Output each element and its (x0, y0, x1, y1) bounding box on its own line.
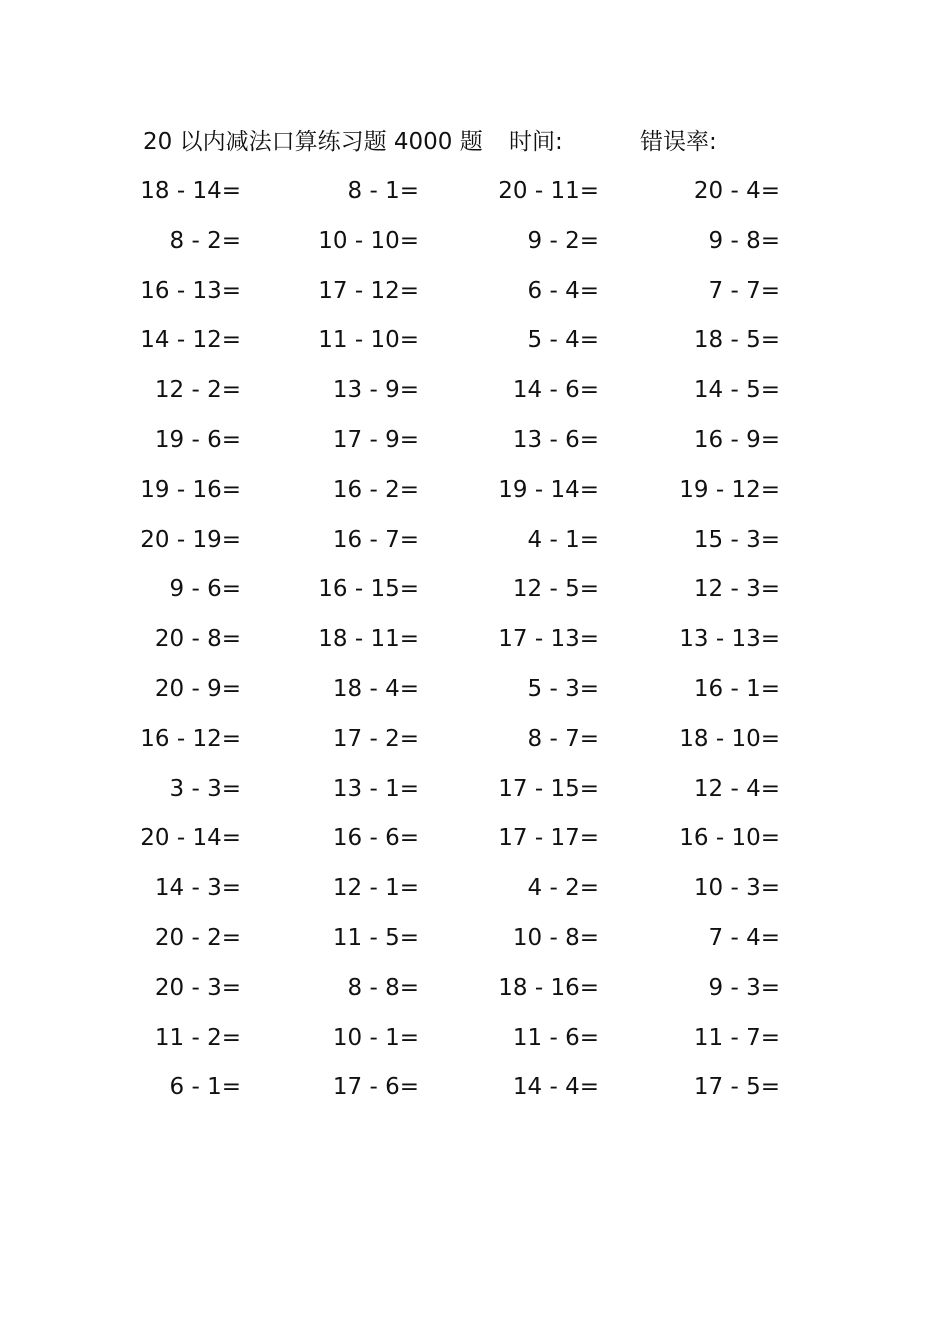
problem-row (140, 672, 800, 722)
subtraction-problem: 13 - 6= (512, 426, 599, 453)
subtraction-problem: 16 - 1= (693, 675, 780, 702)
subtraction-problem: 18 - 16= (498, 974, 599, 1001)
problem-row (140, 473, 800, 523)
problem-row (140, 174, 800, 224)
subtraction-problem: 9 - 8= (708, 227, 780, 254)
subtraction-problem: 20 - 19= (140, 526, 241, 553)
subtraction-problem: 8 - 8= (347, 974, 419, 1001)
subtraction-problem: 18 - 4= (332, 675, 419, 702)
problem-row (140, 1070, 800, 1120)
time-label: 时间: (509, 129, 563, 155)
subtraction-problem: 18 - 14= (140, 178, 241, 204)
subtraction-problem: 20 - 14= (140, 825, 241, 852)
subtraction-problem: 10 - 3= (693, 875, 780, 902)
subtraction-problem: 16 - 7= (332, 526, 419, 553)
subtraction-problem: 4 - 2= (527, 875, 599, 902)
subtraction-problem: 11 - 2= (154, 1024, 241, 1051)
subtraction-problem: 12 - 4= (693, 775, 780, 802)
subtraction-problem: 12 - 1= (332, 875, 419, 902)
subtraction-problem: 19 - 14= (498, 476, 599, 503)
problem-row (140, 921, 800, 971)
subtraction-problem: 8 - 2= (169, 227, 241, 254)
subtraction-problem: 16 - 2= (332, 476, 419, 503)
subtraction-problem: 18 - 10= (679, 725, 780, 752)
subtraction-problem: 6 - 4= (527, 277, 599, 304)
error-rate-label: 错误率: (640, 129, 717, 155)
subtraction-problem: 19 - 12= (679, 476, 780, 503)
subtraction-problem: 16 - 6= (332, 825, 419, 852)
subtraction-problem: 12 - 5= (512, 576, 599, 603)
problem-row (140, 1021, 800, 1071)
subtraction-problem: 11 - 6= (512, 1024, 599, 1051)
worksheet-title: 20 以内减法口算练习题 4000 题 (143, 129, 483, 155)
subtraction-problem: 7 - 7= (708, 277, 780, 304)
subtraction-problem: 17 - 9= (332, 426, 419, 453)
worksheet-header (143, 125, 843, 159)
subtraction-problem: 5 - 3= (527, 675, 599, 702)
subtraction-problem: 16 - 13= (140, 277, 241, 304)
subtraction-problem: 16 - 15= (318, 576, 419, 603)
subtraction-problem: 17 - 13= (498, 626, 599, 653)
subtraction-problem: 5 - 4= (527, 327, 599, 354)
subtraction-problem: 8 - 7= (527, 725, 599, 752)
subtraction-problem: 14 - 4= (512, 1074, 599, 1101)
subtraction-problem: 16 - 12= (140, 725, 241, 752)
subtraction-problem: 14 - 3= (154, 875, 241, 902)
subtraction-problem: 15 - 3= (693, 526, 780, 553)
subtraction-problem: 20 - 11= (498, 178, 599, 204)
subtraction-problem: 19 - 16= (140, 476, 241, 503)
subtraction-problem: 17 - 6= (332, 1074, 419, 1101)
subtraction-problem: 17 - 2= (332, 725, 419, 752)
subtraction-problem: 19 - 6= (154, 426, 241, 453)
subtraction-problem: 11 - 10= (318, 327, 419, 354)
problem-row (140, 224, 800, 274)
subtraction-problem: 3 - 3= (169, 775, 241, 802)
subtraction-problem: 18 - 5= (693, 327, 780, 354)
subtraction-problem: 16 - 9= (693, 426, 780, 453)
subtraction-problem: 17 - 12= (318, 277, 419, 304)
problem-row (140, 871, 800, 921)
subtraction-problem: 20 - 8= (154, 626, 241, 653)
subtraction-problem: 13 - 1= (332, 775, 419, 802)
subtraction-problem: 14 - 6= (512, 377, 599, 404)
problem-grid (140, 174, 800, 1120)
subtraction-problem: 13 - 9= (332, 377, 419, 404)
subtraction-problem: 9 - 3= (708, 974, 780, 1001)
subtraction-problem: 4 - 1= (527, 526, 599, 553)
subtraction-problem: 20 - 3= (154, 974, 241, 1001)
problem-row (140, 323, 800, 373)
subtraction-problem: 12 - 2= (154, 377, 241, 404)
subtraction-problem: 20 - 9= (154, 675, 241, 702)
subtraction-problem: 6 - 1= (169, 1074, 241, 1101)
problem-row (140, 971, 800, 1021)
problem-row (140, 772, 800, 822)
problem-row (140, 523, 800, 573)
subtraction-problem: 17 - 5= (693, 1074, 780, 1101)
problem-row (140, 274, 800, 324)
subtraction-problem: 20 - 4= (693, 178, 780, 204)
problem-row (140, 572, 800, 622)
subtraction-problem: 9 - 2= (527, 227, 599, 254)
subtraction-problem: 8 - 1= (347, 178, 419, 204)
subtraction-problem: 14 - 5= (693, 377, 780, 404)
subtraction-problem: 14 - 12= (140, 327, 241, 354)
subtraction-problem: 9 - 6= (169, 576, 241, 603)
subtraction-problem: 10 - 8= (512, 924, 599, 951)
subtraction-problem: 16 - 10= (679, 825, 780, 852)
subtraction-problem: 17 - 17= (498, 825, 599, 852)
problem-row (140, 821, 800, 871)
subtraction-problem: 11 - 7= (693, 1024, 780, 1051)
subtraction-problem: 13 - 13= (679, 626, 780, 653)
subtraction-problem: 18 - 11= (318, 626, 419, 653)
subtraction-problem: 10 - 1= (332, 1024, 419, 1051)
problem-row (140, 423, 800, 473)
subtraction-problem: 17 - 15= (498, 775, 599, 802)
problem-row (140, 622, 800, 672)
problem-row (140, 722, 800, 772)
problem-row (140, 373, 800, 423)
subtraction-problem: 7 - 4= (708, 924, 780, 951)
subtraction-problem: 20 - 2= (154, 924, 241, 951)
subtraction-problem: 12 - 3= (693, 576, 780, 603)
subtraction-problem: 11 - 5= (332, 924, 419, 951)
subtraction-problem: 10 - 10= (318, 227, 419, 254)
